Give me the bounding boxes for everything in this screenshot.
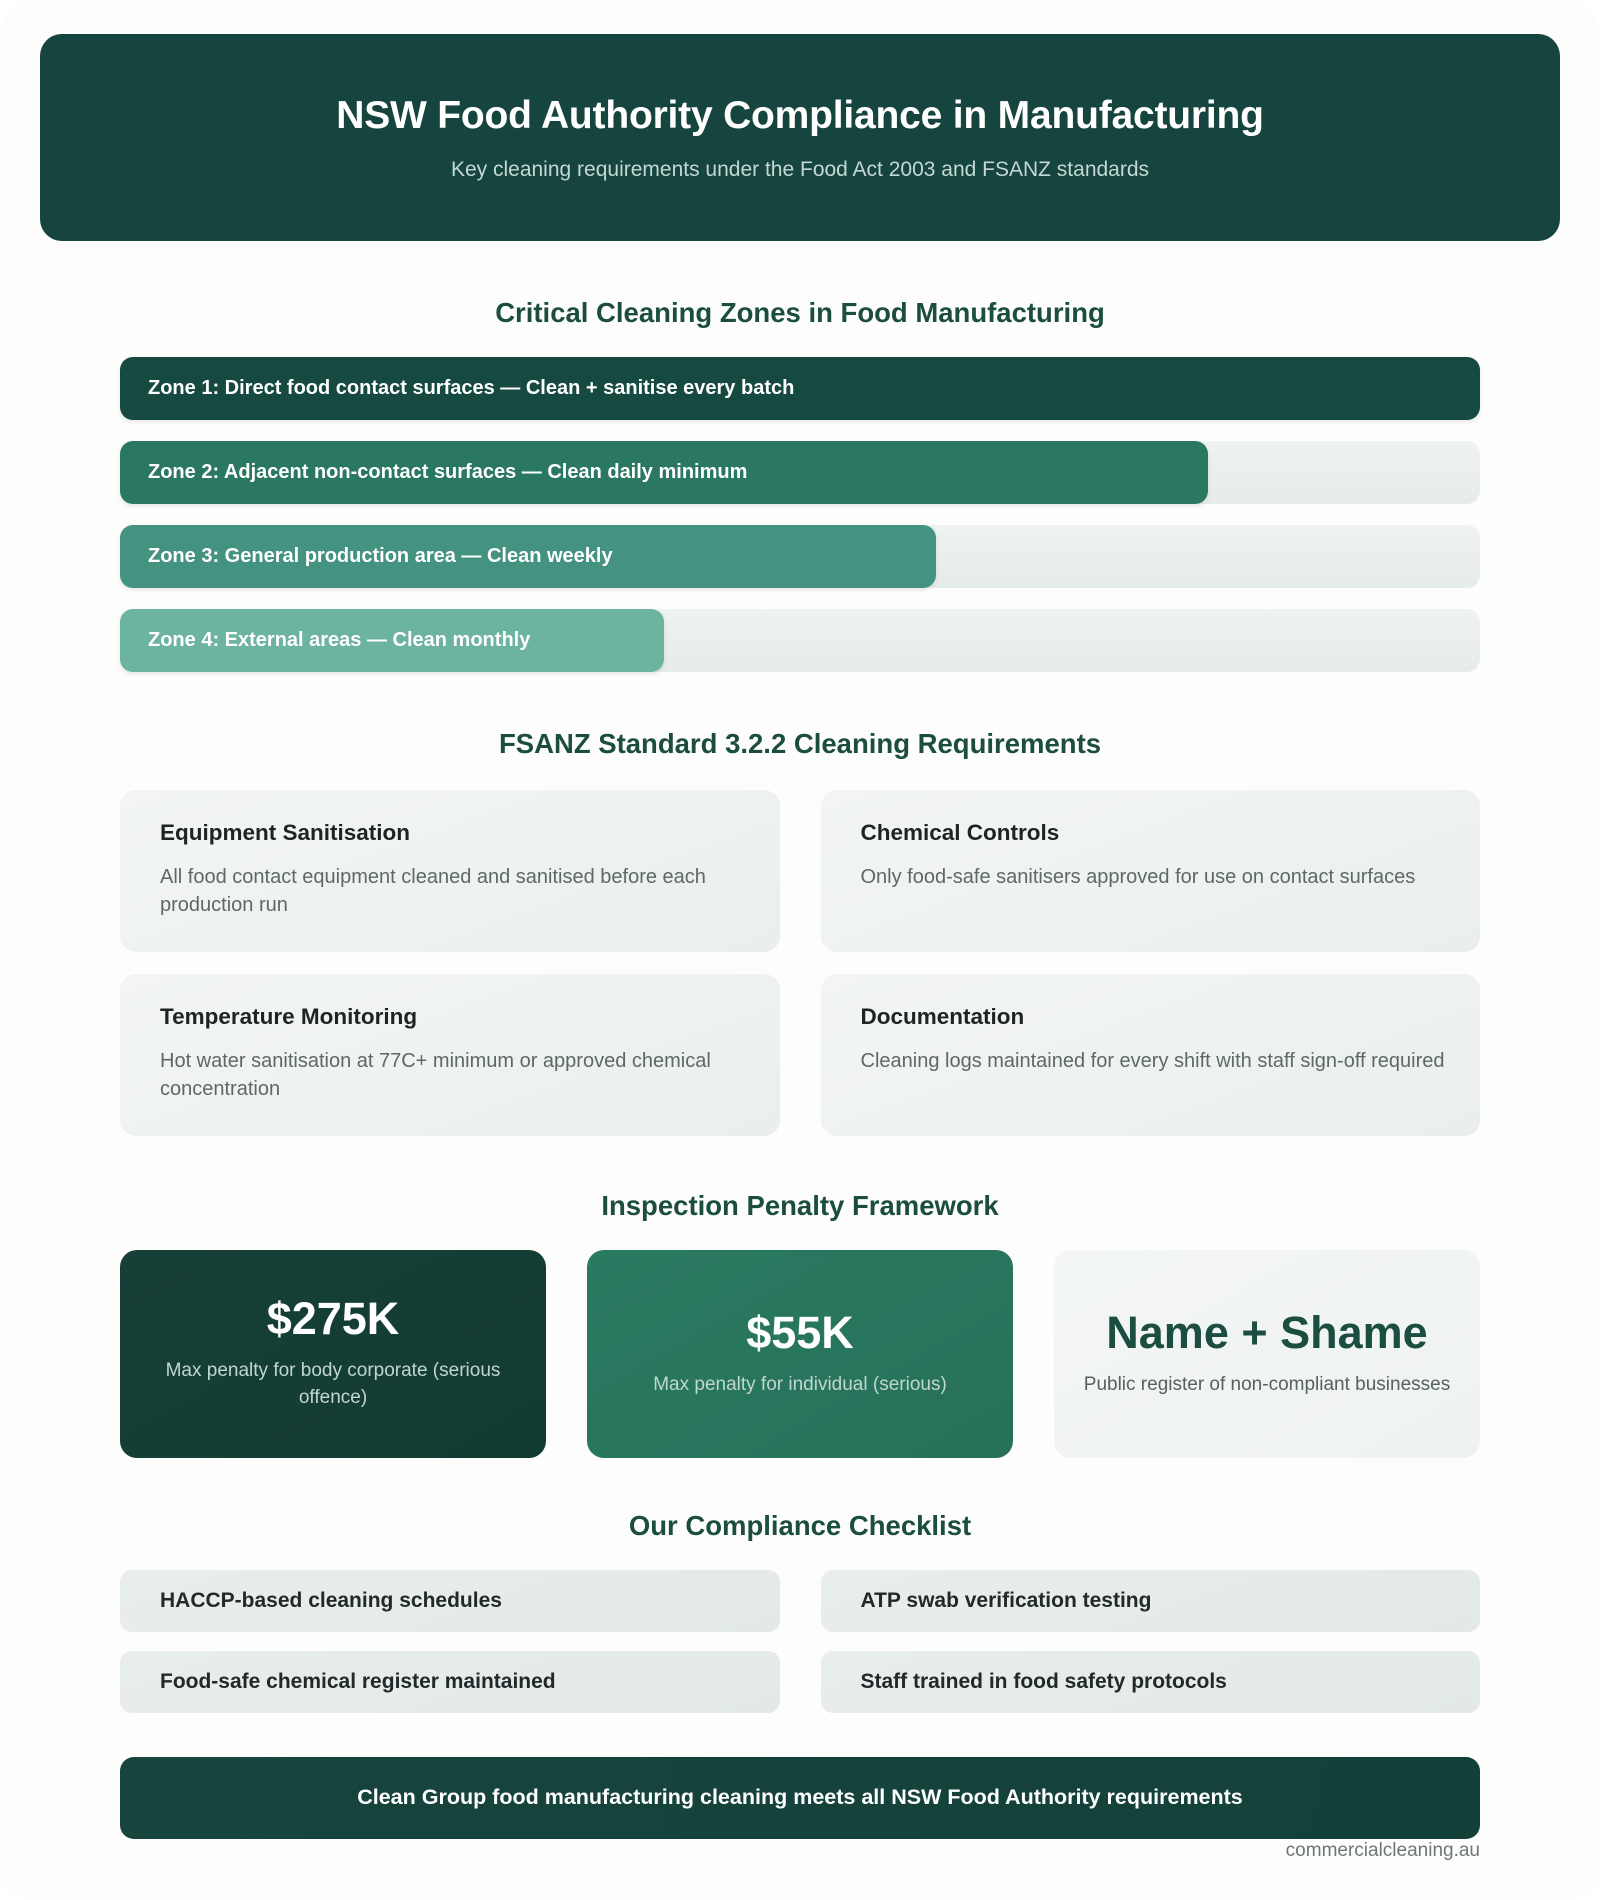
fsanz-section-heading: FSANZ Standard 3.2.2 Cleaning Requirements — [498, 728, 1102, 759]
penalty-value: $55K — [746, 1306, 854, 1358]
footer-banner — [120, 1757, 1480, 1839]
page-title: NSW Food Authority Compliance in Manufacturing — [336, 93, 1264, 137]
zone-bar-3 — [120, 525, 936, 588]
checklist-item-label: HACCP-based cleaning schedules — [160, 1588, 502, 1612]
penalty-card-grid — [120, 1250, 1480, 1458]
zone-bar-1-label: Zone 1: Direct food contact surfaces — Clean + sanitise every batch — [148, 377, 795, 399]
checklist-item-label: Food-safe chemical register maintained — [160, 1669, 556, 1693]
fsanz-card-body: All food contact equipment cleaned and sanitised before each production run — [160, 866, 706, 917]
checklist-item — [821, 1570, 1481, 1632]
fsanz-card-title: Temperature Monitoring — [160, 1003, 418, 1029]
fsanz-card-body: Hot water sanitisation at 77C+ minimum or approved chemical concentration — [160, 1049, 711, 1101]
checklist-item-label: ATP swab verification testing — [860, 1588, 1152, 1612]
footer-banner-text: Clean Group food manufacturing cleaning meets all NSW Food Authority requirements — [357, 1785, 1243, 1810]
checklist-item — [120, 1570, 780, 1632]
zone-track — [120, 525, 1480, 588]
zones-section-heading: Critical Cleaning Zones in Food Manufacturing — [495, 297, 1105, 328]
fsanz-card-title: Equipment Sanitisation — [160, 820, 411, 845]
zone-bar-4-label: Zone 4: External areas — Clean monthly — [148, 629, 531, 651]
zones-chart — [120, 357, 1480, 672]
zone-bar-1 — [120, 357, 1480, 420]
penalty-value: Name + Shame — [1106, 1306, 1428, 1358]
penalty-label: Public register of non-compliant businesses — [1083, 1373, 1451, 1395]
fsanz-card-body: Cleaning logs maintained for every shift with staff sign-off required — [860, 1049, 1445, 1072]
fsanz-card-title: Documentation — [860, 1003, 1025, 1029]
zone-bar-2 — [120, 441, 1208, 504]
fsanz-card — [120, 790, 780, 952]
zone-track — [120, 441, 1480, 504]
checklist-item-label: Staff trained in food safety protocols — [860, 1669, 1227, 1693]
fsanz-card — [120, 974, 780, 1136]
source-label: commercialcleaning.au — [1285, 1840, 1480, 1861]
penalty-card-name-and-shame — [1054, 1250, 1480, 1458]
zone-bar-4 — [120, 609, 664, 672]
fsanz-card-body: Only food-safe sanitisers approved for use on contact surfaces — [860, 866, 1416, 888]
zone-bar-2-label: Zone 2: Adjacent non-contact surfaces — Clean daily minimum — [148, 461, 748, 483]
fsanz-card — [821, 790, 1481, 952]
penalty-value: $275K — [266, 1293, 400, 1345]
zone-bar-3-label: Zone 3: General production area — Clean weekly — [148, 545, 613, 567]
checklist-grid — [120, 1570, 1480, 1713]
checklist-section-heading: Our Compliance Checklist — [628, 1509, 972, 1541]
zone-track — [120, 609, 1480, 672]
header-banner — [40, 34, 1560, 241]
fsanz-card-grid — [120, 790, 1480, 1136]
fsanz-card — [821, 974, 1481, 1136]
penalty-card-corporate — [120, 1250, 546, 1458]
checklist-item — [120, 1651, 780, 1713]
penalty-section-heading: Inspection Penalty Framework — [601, 1189, 999, 1221]
penalty-label: Max penalty for individual (serious) — [653, 1373, 947, 1395]
zone-track — [120, 357, 1480, 420]
page-subtitle: Key cleaning requirements under the Food Act 2003 and FSANZ standards — [450, 157, 1150, 181]
penalty-label: Max penalty for body corporate (serious offence) — [165, 1359, 501, 1409]
penalty-card-individual — [587, 1250, 1013, 1458]
checklist-item — [821, 1651, 1481, 1713]
fsanz-card-title: Chemical Controls — [860, 820, 1060, 845]
